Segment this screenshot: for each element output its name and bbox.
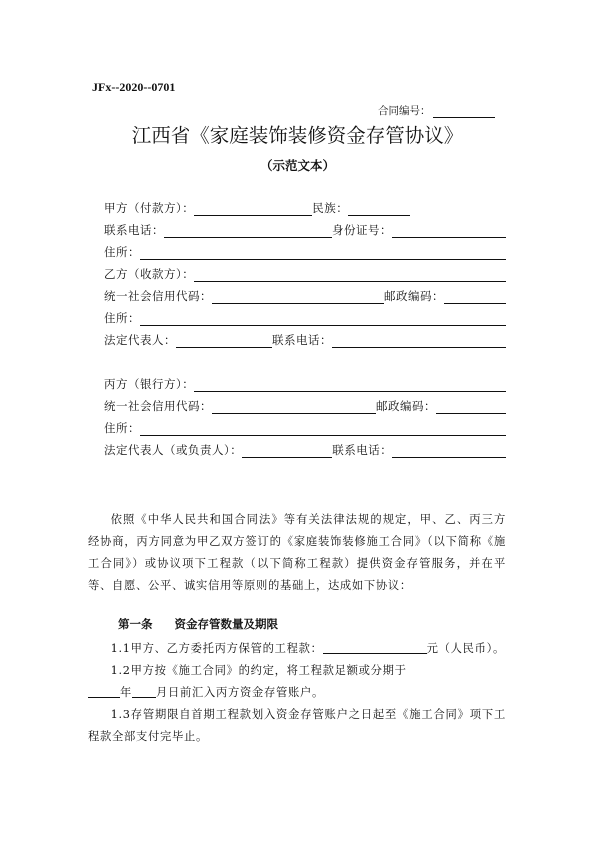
- id-number-label: 身份证号：: [332, 223, 392, 237]
- party-b-legal-rep-blank[interactable]: [176, 335, 272, 348]
- ethnicity-blank[interactable]: [348, 203, 410, 216]
- party-b-row: [104, 266, 506, 282]
- party-b-credit-code-blank[interactable]: [212, 291, 384, 304]
- party-a-address-label: 住所：: [104, 245, 140, 259]
- article-1-title: 资金存管数量及期限: [174, 617, 278, 631]
- document-code: JFx--2020--0701: [92, 80, 176, 94]
- party-b-code-row: [104, 288, 506, 304]
- party-c-postal-label: 邮政编码：: [376, 399, 436, 413]
- document-title: 江西省《家庭装饰装修资金存管协议》: [131, 124, 464, 147]
- party-a-row: [104, 200, 506, 216]
- amount-blank[interactable]: [323, 641, 427, 654]
- party-b-address-row: [104, 310, 506, 326]
- party-b-rep-row: [104, 332, 506, 348]
- clause-1-1-unit: 元（人民币）。: [426, 642, 505, 655]
- party-a-contact-row: [104, 222, 506, 238]
- party-c-address-label: 住所：: [104, 421, 140, 435]
- party-b-postal-label: 邮政编码：: [384, 289, 444, 303]
- party-b-phone-blank[interactable]: [332, 335, 506, 348]
- party-c-address-blank[interactable]: [140, 423, 506, 436]
- party-c-legal-rep-label: 法定代表人（或负责人）：: [104, 443, 243, 457]
- contract-number-label: 合同编号：: [378, 105, 431, 117]
- party-b-credit-code-label: 统一社会信用代码：: [104, 289, 212, 303]
- month-blank[interactable]: [132, 685, 156, 698]
- party-a-phone-blank[interactable]: [164, 225, 332, 238]
- party-b-phone-label: 联系电话：: [272, 333, 332, 347]
- party-c-row: [104, 376, 506, 392]
- party-c-code-row: [104, 398, 506, 414]
- party-c-phone-label: 联系电话：: [332, 443, 393, 457]
- party-a-phone-label: 联系电话：: [104, 223, 164, 237]
- party-a-name-blank[interactable]: [194, 203, 312, 216]
- party-c-phone-blank[interactable]: [392, 445, 506, 458]
- clause-1-1: [88, 638, 506, 660]
- party-c-address-row: [104, 420, 506, 436]
- party-a-address-row: [104, 244, 506, 260]
- party-b-label: 乙方（收款方）：: [104, 267, 195, 281]
- party-b-legal-rep-label: 法定代表人：: [104, 333, 176, 347]
- clause-1-2-tail: 月日前汇入丙方资金存管账户。: [156, 686, 324, 699]
- party-c-rep-row: [104, 442, 506, 458]
- contract-number-blank[interactable]: [433, 106, 495, 118]
- article-1-heading: [118, 616, 278, 632]
- contract-number-field: [378, 103, 495, 118]
- article-1-clauses: [88, 638, 506, 748]
- party-c-name-blank[interactable]: [194, 379, 506, 392]
- party-b-postal-blank[interactable]: [444, 291, 506, 304]
- article-1-number: 第一条: [118, 617, 153, 631]
- document-subtitle: （示范文本）: [259, 158, 335, 173]
- preamble-paragraph: [88, 509, 506, 597]
- party-c-legal-rep-blank[interactable]: [242, 445, 332, 458]
- party-b-address-blank[interactable]: [140, 313, 506, 326]
- clause-1-2-year-label: 年: [120, 686, 132, 699]
- party-c-label: 丙方（银行方）：: [104, 377, 195, 391]
- preamble-text: 依照《中华人民共和国合同法》等有关法律法规的规定，甲、乙、丙三方经协商，丙方同意为甲乙双方签订的《家庭装饰装修施工合同》（以下简称《施工合同》）或协议项下工程款（以下简称工程款）提供资金存管服务，并在平等、自愿、公平、诚实信用等原则的基础上，达成如下协议：: [88, 513, 506, 592]
- party-c-postal-blank[interactable]: [436, 401, 506, 414]
- party-a-label: 甲方（付款方）：: [104, 201, 195, 215]
- clause-1-2: [88, 660, 506, 704]
- party-b-name-blank[interactable]: [194, 269, 506, 282]
- ethnicity-label: 民族：: [312, 201, 349, 215]
- year-blank[interactable]: [88, 685, 120, 698]
- party-b-address-label: 住所：: [104, 311, 140, 325]
- party-c-credit-code-label: 统一社会信用代码：: [104, 399, 212, 413]
- party-c-credit-code-blank[interactable]: [212, 401, 376, 414]
- id-number-blank[interactable]: [392, 225, 506, 238]
- clause-1-1-text: 1.1甲方、乙方委托丙方保管的工程款：: [110, 642, 323, 655]
- clause-1-3: 1.3存管期限自首期工程款划入资金存管账户之日起至《施工合同》项下工程款全部支付完毕止。: [88, 708, 506, 743]
- party-a-address-blank[interactable]: [140, 247, 506, 260]
- clause-1-2-text: 1.2甲方按《施工合同》的约定，将工程款足额或分期于: [110, 664, 407, 677]
